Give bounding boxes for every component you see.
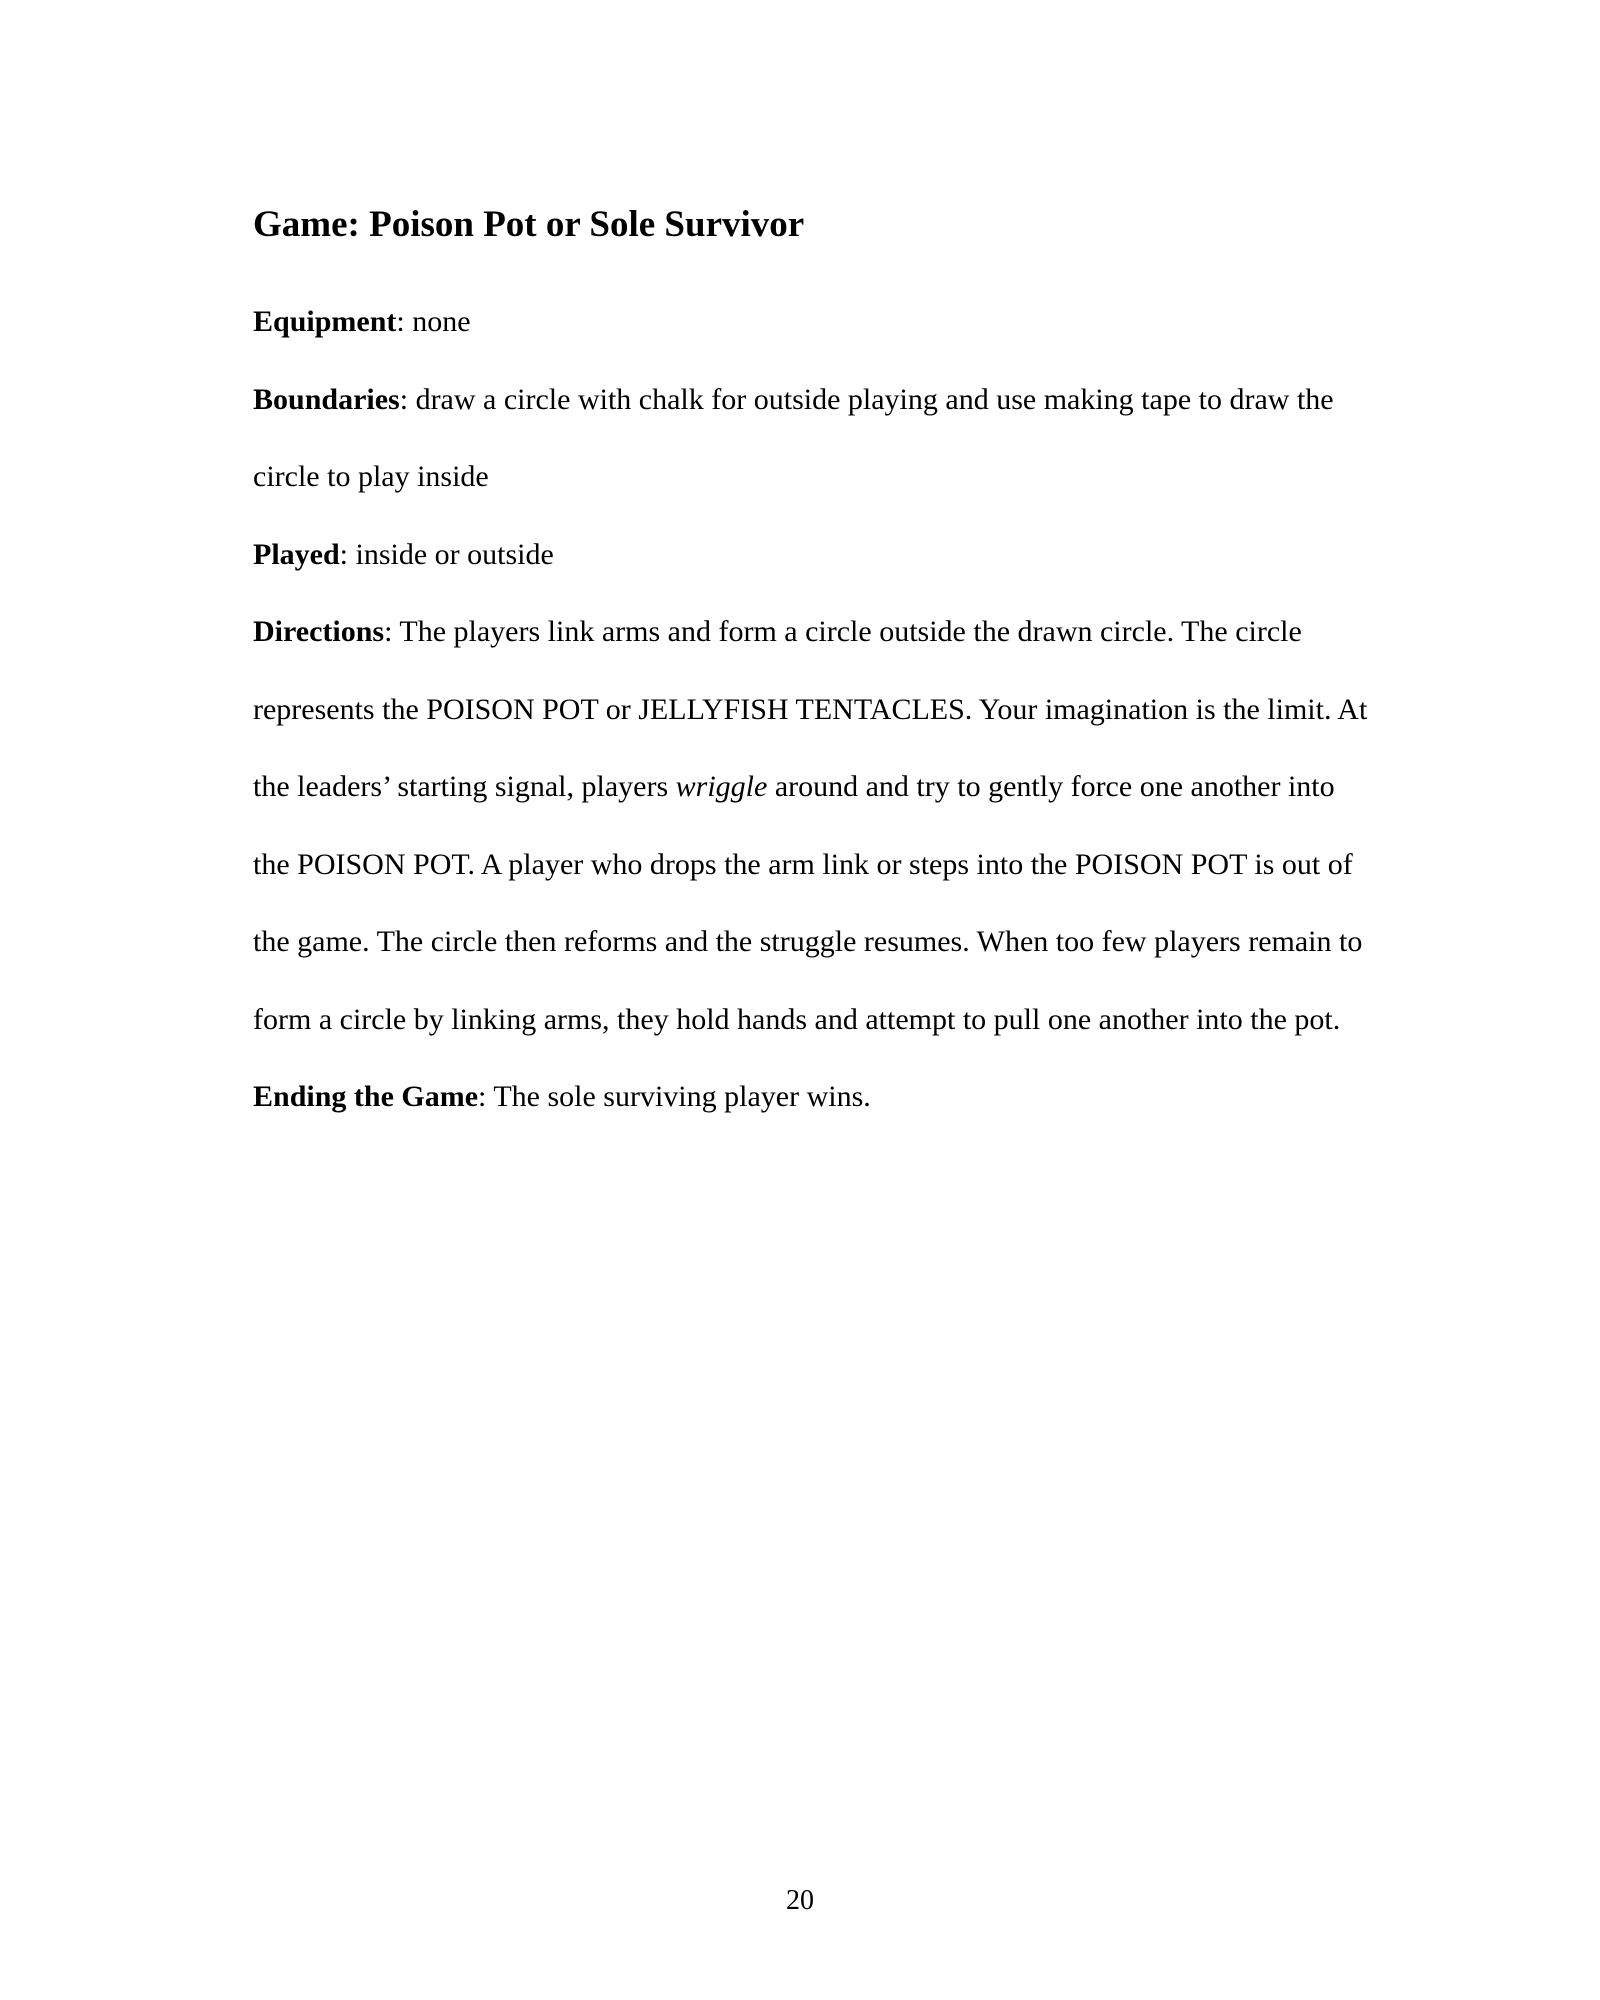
ending-separator: : (478, 1080, 487, 1113)
directions-text-before: The players link arms and form a circle outside the drawn circle. The circle represents the POISON POT or JELLYFISH TENTACLES. Your imagination is the limit. At the leaders’ starting signal, players (253, 615, 1368, 803)
played-field (253, 516, 1373, 594)
directions-field (253, 593, 1373, 1058)
boundaries-field (253, 361, 1373, 516)
played-label: Played (253, 537, 340, 571)
directions-text-after: around and try to gently force one another into the POISON POT. A player who drops the arm link or steps into the POISON POT is out of the game. The circle then reforms and the struggle resumes. When too few players remain to form a circle by linking arms, they hold hands and attempt to pull one another into the pot. (253, 770, 1363, 1036)
played-text: inside or outside (348, 537, 554, 571)
page-title: Game: Poison Pot or Sole Survivor (253, 204, 805, 245)
equipment-label: Equipment (253, 305, 397, 338)
equipment-text: none (404, 305, 471, 338)
ending-label: Ending the Game (253, 1080, 479, 1113)
page-number: 20 (786, 1885, 814, 1916)
page-body (253, 195, 1373, 1136)
ending-field (253, 1058, 1373, 1136)
ending-text: The sole surviving player wins. (486, 1080, 871, 1113)
equipment-field (253, 283, 1373, 361)
played-separator: : (339, 537, 349, 571)
boundaries-text: draw a circle with chalk for outside playing and use making tape to draw the circle to play inside (253, 382, 1334, 493)
boundaries-separator: : (399, 382, 409, 416)
directions-italic-word: wriggle (675, 770, 768, 803)
boundaries-label: Boundaries (253, 382, 400, 416)
equipment-separator: : (396, 305, 405, 338)
directions-label: Directions (253, 615, 385, 648)
directions-separator: : (384, 615, 393, 648)
